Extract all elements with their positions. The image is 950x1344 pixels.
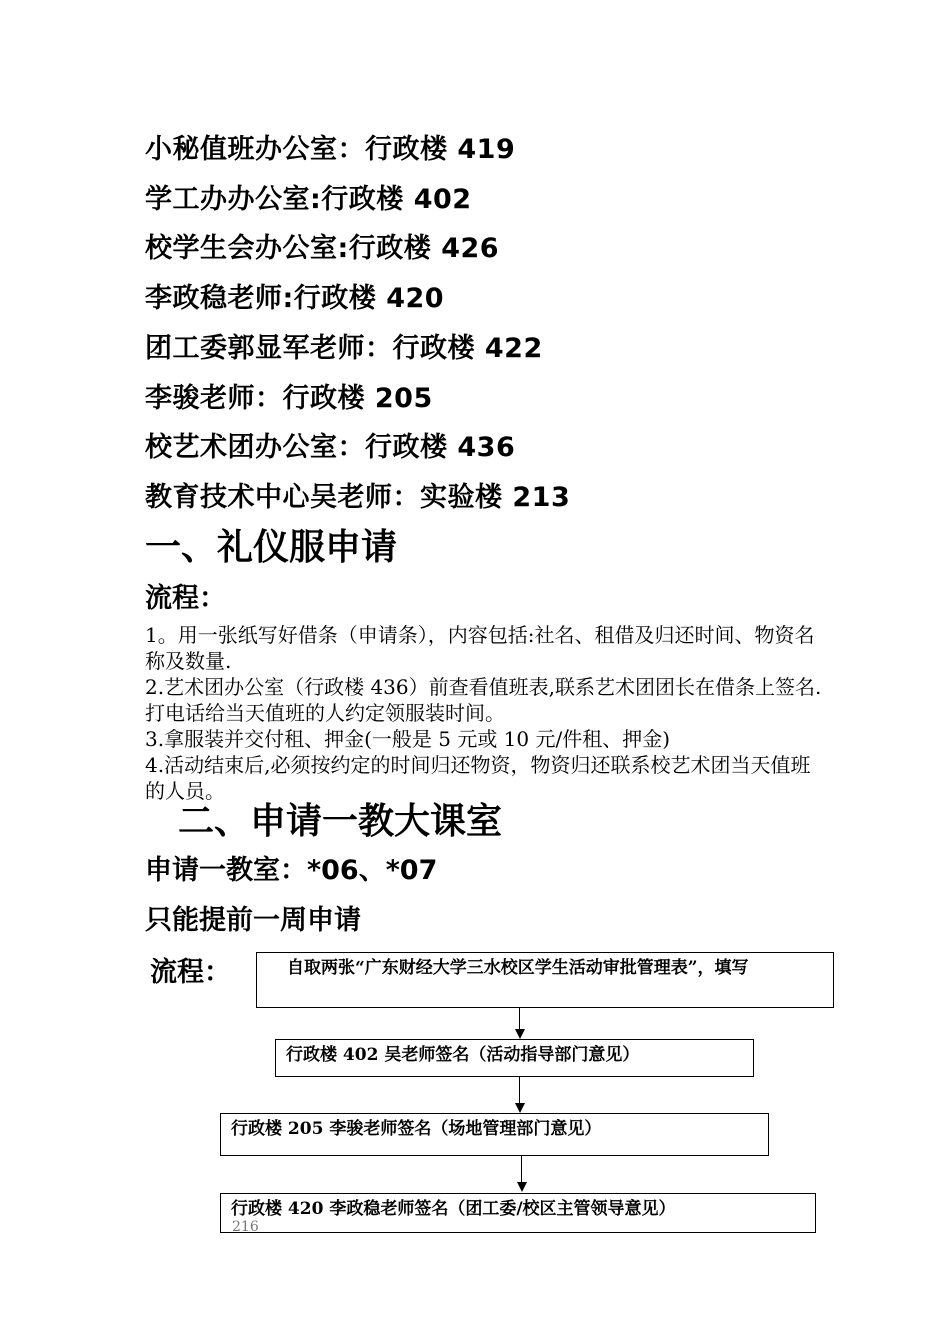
arrow-down-icon [515, 1103, 525, 1113]
contact-line: 李政稳老师:行政楼 420 [145, 283, 445, 314]
flow-step-box [256, 952, 834, 1008]
process-label: 流程： [145, 583, 226, 614]
flow-step-box [220, 1193, 816, 1233]
arrow-down-icon [517, 1182, 527, 1192]
contact-line: 小秘值班办公室：行政楼 419 [145, 134, 516, 165]
step-text: 4.活动结束后,必须按约定的时间归还物资，物资归还联系校艺术团当天值班的人员。 [145, 753, 811, 803]
clipped-text: 216 [232, 1219, 259, 1235]
rooms-line: 申请一教室：*06、*07 [145, 855, 438, 886]
contact-line: 校学生会办公室:行政楼 426 [145, 233, 500, 264]
flow-step-text: 行政楼 420 李政稳老师签名（团工委/校区主管领导意见） [231, 1199, 676, 1219]
step-text: 3.拿服装并交付租、押金(一般是 5 元或 10 元/件租、押金) [145, 727, 671, 751]
contact-line: 李骏老师：行政楼 205 [145, 383, 433, 414]
contact-line: 校艺术团办公室：行政楼 436 [145, 432, 516, 463]
flow-arrow-line [519, 1008, 520, 1030]
flow-step-text: 自取两张“广东财经大学三水校区学生活动审批管理表”，填写 [287, 958, 749, 978]
contact-line: 学工办办公室:行政楼 402 [145, 184, 472, 215]
flow-step-text: 行政楼 402 吴老师签名（活动指导部门意见） [286, 1045, 640, 1065]
section-heading-classroom: 二、申请一教大课室 [178, 801, 503, 842]
contact-line: 团工委郭显军老师：行政楼 422 [145, 333, 543, 364]
flow-arrow-line [521, 1156, 522, 1183]
flow-step-box [220, 1113, 769, 1156]
step-text: 2.艺术团办公室（行政楼 436）前查看值班表,联系艺术团团长在借条上签名.打电话给当天值班的人约定领服装时间。 [145, 675, 822, 725]
process-steps [145, 622, 825, 804]
notice-line: 只能提前一周申请 [145, 905, 361, 936]
flow-step-box [275, 1039, 754, 1077]
contact-line: 教育技术中心吴老师：实验楼 213 [145, 482, 571, 513]
arrow-down-icon [515, 1029, 525, 1039]
section-heading-uniform: 一、礼仪服申请 [145, 527, 398, 568]
flow-step-text: 行政楼 205 李骏老师签名（场地管理部门意见） [231, 1119, 602, 1139]
step-text: 1。用一张纸写好借条（申请条），内容包括:社名、租借及归还时间、物资名称及数量. [145, 623, 815, 673]
process-label: 流程： [150, 957, 231, 988]
flow-arrow-line [519, 1077, 520, 1104]
